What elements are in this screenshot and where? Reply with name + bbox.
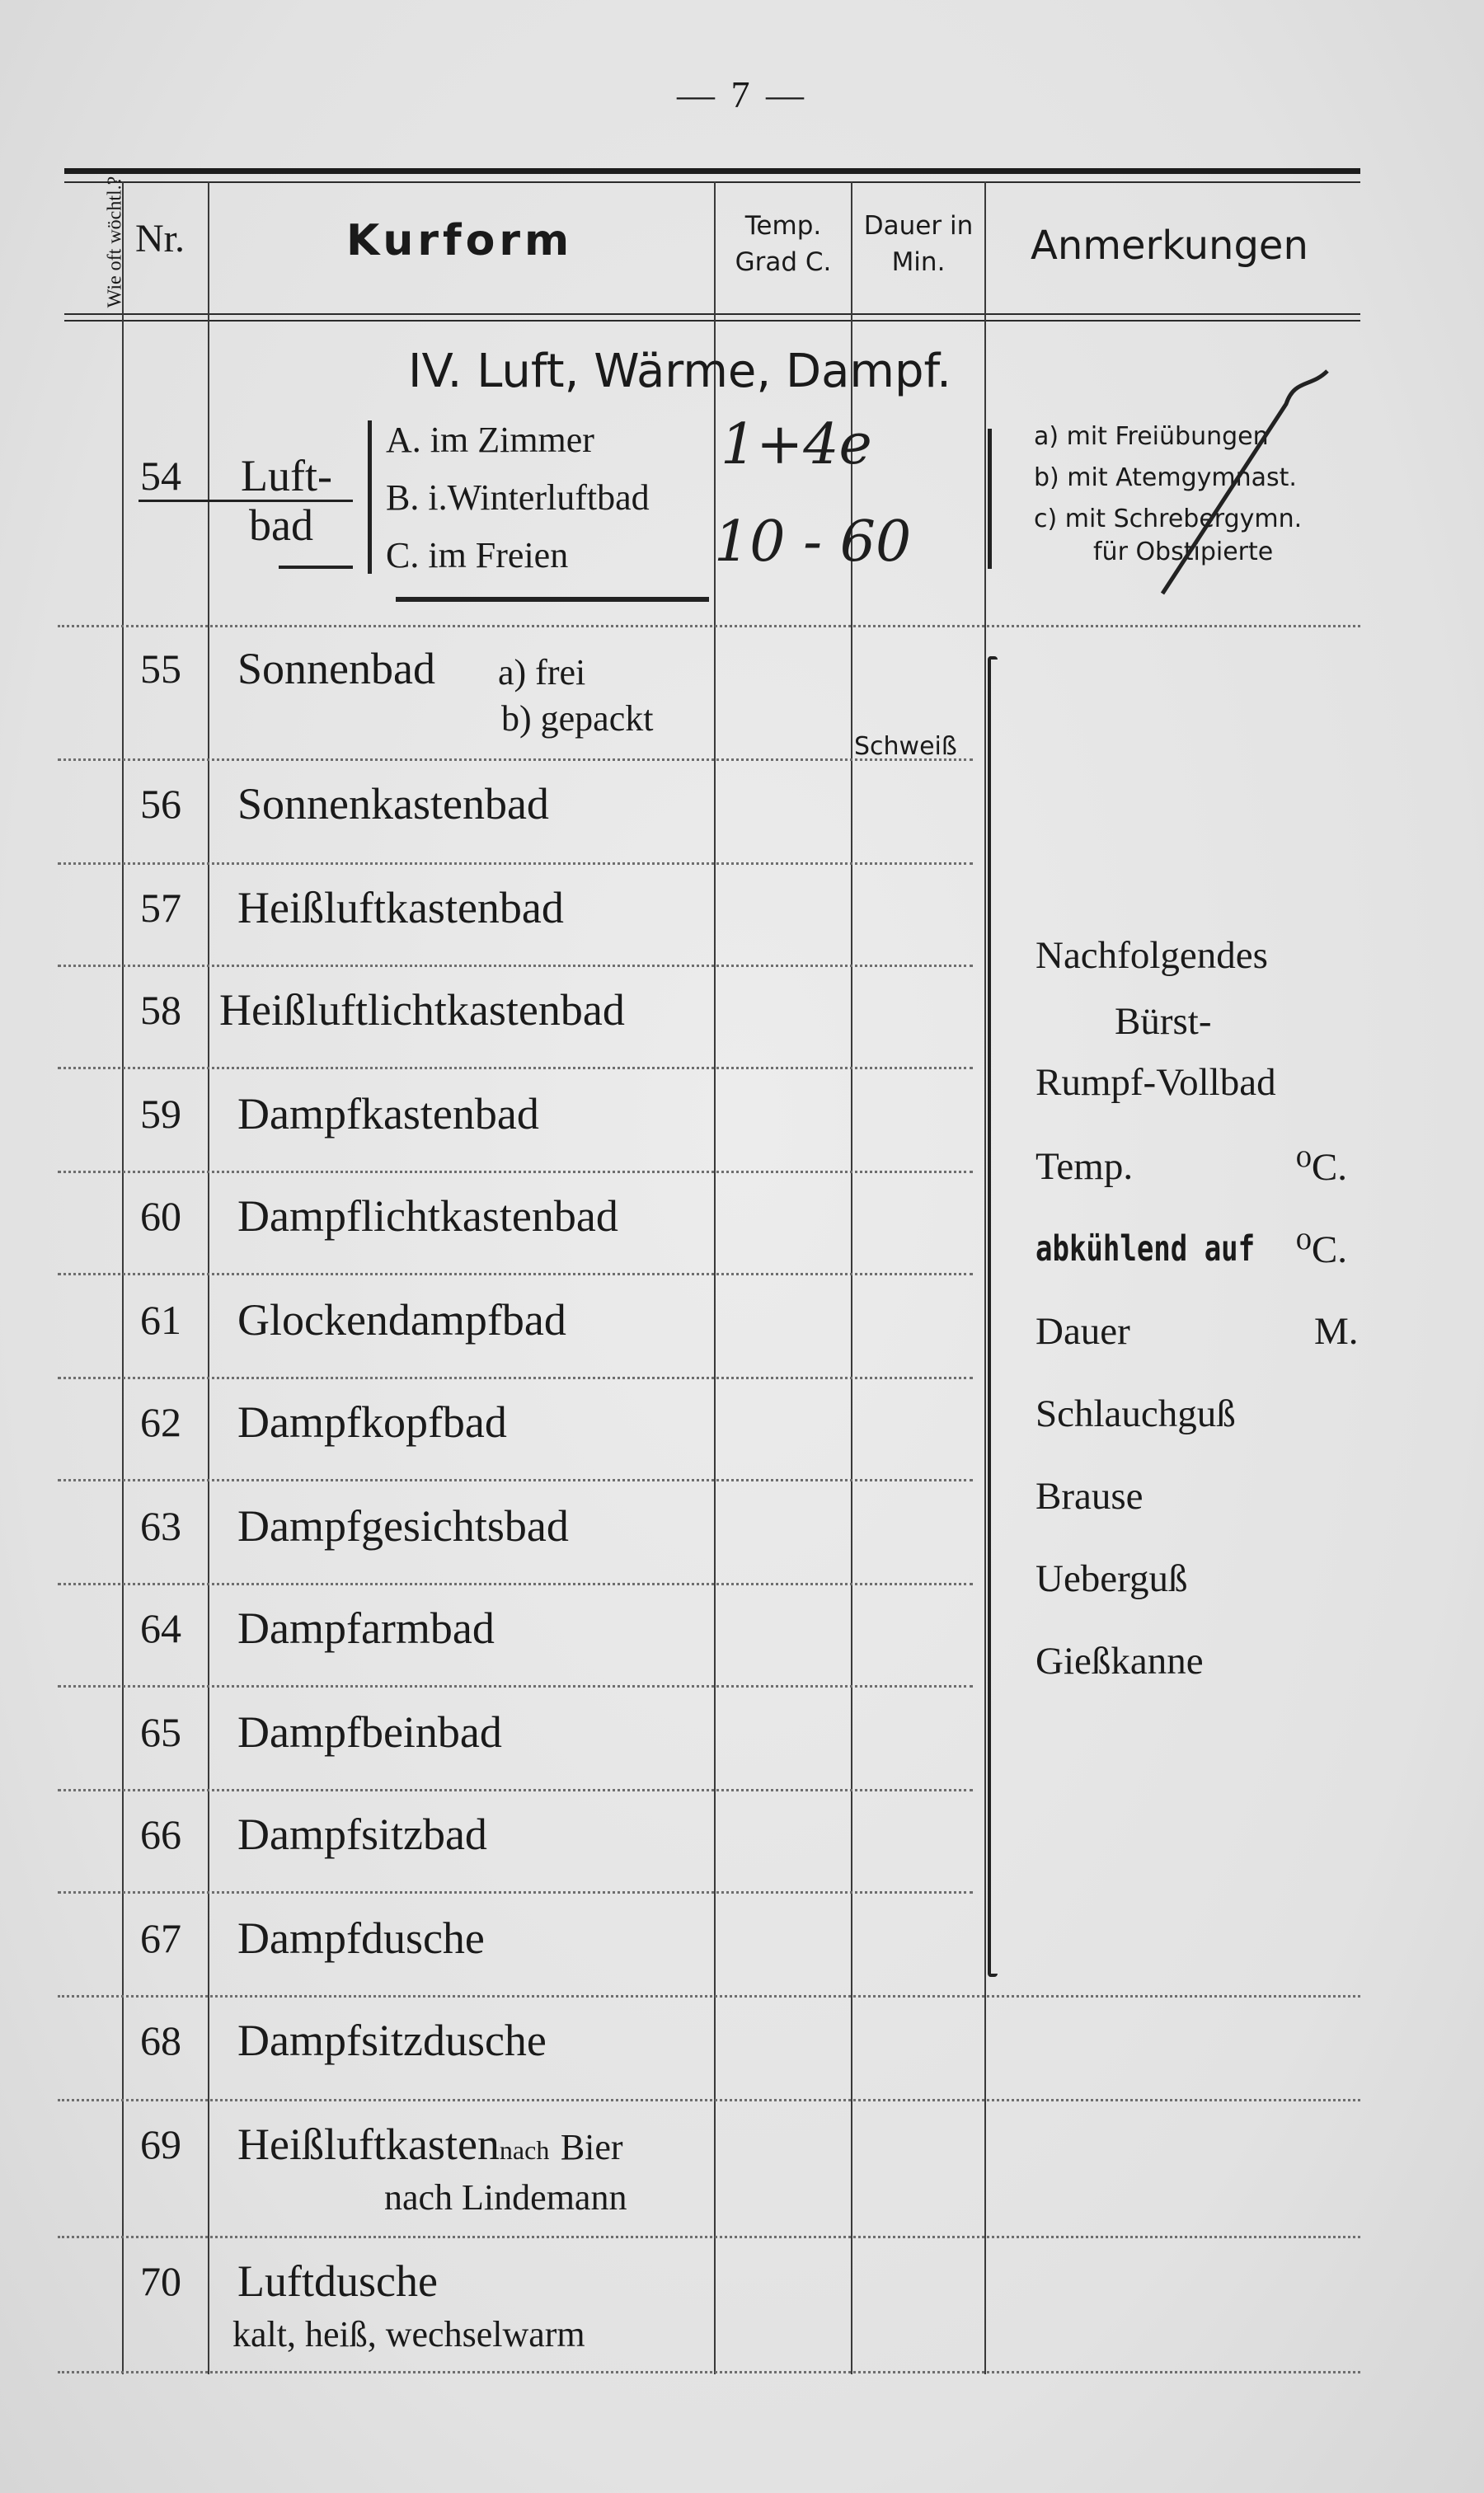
note-temp: Temp. — [1036, 1145, 1134, 1188]
section-title: IV. Luft, Wärme, Dampf. — [408, 345, 951, 398]
row-57-name: Heißluftkastenbad — [237, 883, 564, 932]
row-62-number: 62 — [140, 1399, 181, 1445]
row-68-number: 68 — [140, 2017, 181, 2063]
row-67-number: 67 — [140, 1915, 181, 1961]
row-68-name: Dampfsitzdusche — [237, 2016, 547, 2065]
row-divider-63 — [58, 1583, 973, 1585]
row-54-option-a: A. im Zimmer — [386, 420, 594, 460]
note-dauer: Dauer — [1036, 1310, 1130, 1353]
header-anmerkungen: Anmerkungen — [1031, 223, 1308, 269]
handwritten-temperature: 1+4e — [721, 412, 872, 477]
row-divider-66 — [58, 1891, 973, 1894]
handwritten-duration: 10 - 60 — [714, 509, 912, 575]
row-55-sub-b: b) gepackt — [501, 698, 654, 739]
row-divider-57 — [58, 965, 973, 967]
row-69-name-tail: Bier — [560, 2127, 623, 2167]
row-69-name-main: Heißluftkasten — [237, 2120, 500, 2169]
page-number: — 7 — — [677, 73, 807, 115]
row-56-number: 56 — [140, 781, 181, 827]
header-temp: Temp. Grad C. — [735, 211, 832, 277]
header-top-rule — [64, 168, 1360, 174]
header-kurform: Kurform — [346, 216, 574, 265]
row-54-option-b: B. i.Winterluftbad — [386, 477, 650, 518]
row-65-name: Dampfbeinbad — [237, 1707, 502, 1757]
row-divider-58 — [58, 1067, 973, 1069]
row-65-number: 65 — [140, 1709, 181, 1755]
row-54-note-b: b) mit Atemgymnast. — [1034, 463, 1297, 492]
row-57-number: 57 — [140, 885, 181, 931]
row-60-name: Dampflichtkastenbad — [237, 1191, 618, 1241]
row-divider-60 — [58, 1273, 973, 1275]
row-54-option-c: C. im Freien — [386, 535, 569, 575]
row-divider-70 — [58, 2371, 1360, 2373]
row-54-note-c: c) mit Schrebergymn. — [1034, 505, 1303, 533]
row-54-brace — [368, 420, 380, 574]
note-abkuehlend: abkühlend auf — [1036, 1228, 1256, 1270]
row-66-number: 66 — [140, 1811, 181, 1857]
schweiss-label: Schweiß — [854, 732, 957, 761]
row-divider-64 — [58, 1685, 973, 1688]
row-60-number: 60 — [140, 1193, 181, 1239]
header-top-rule-thin — [64, 181, 1360, 183]
row-divider-59 — [58, 1171, 973, 1173]
header-wie-oft: Wie oft wöchtl.? — [104, 176, 126, 308]
row-58-number: 58 — [140, 987, 181, 1033]
row-55-number: 55 — [140, 646, 181, 692]
column-line-1 — [122, 181, 124, 2374]
note-abk-unit: ⁰C. — [1296, 1228, 1347, 1271]
row-62-name: Dampfkopfbad — [237, 1397, 507, 1447]
row-54-note-c2: für Obstipierte — [1093, 538, 1274, 566]
note-giesskanne: Gießkanne — [1036, 1640, 1204, 1683]
row-70-number: 70 — [140, 2258, 181, 2304]
row-divider-61 — [58, 1377, 973, 1379]
row-59-name: Dampfkastenbad — [237, 1089, 539, 1139]
row-64-name: Dampfarmbad — [237, 1603, 495, 1653]
row-54-name-line1: Luft- — [241, 451, 332, 500]
header-bottom-rule-2 — [64, 320, 1360, 322]
row-69-name — [237, 2119, 623, 2170]
row-divider-62 — [58, 1479, 973, 1481]
row-divider-54 — [58, 625, 1360, 627]
row-70-sub: kalt, heiß, wechselwarm — [232, 2314, 585, 2354]
note-schlauchguss: Schlauchguß — [1036, 1392, 1236, 1435]
row-divider-65 — [58, 1789, 973, 1791]
column-line-2 — [208, 181, 209, 2374]
note-nachfolgendes: Nachfolgendes — [1036, 934, 1268, 977]
row-54-bottom-stroke — [396, 597, 709, 602]
row-59-number: 59 — [140, 1091, 181, 1137]
row-54-stroke — [279, 566, 353, 569]
row-divider-69 — [58, 2236, 1360, 2238]
note-brause: Brause — [1036, 1475, 1144, 1518]
row-54-notes-brace — [988, 429, 1000, 569]
row-54-note-a: a) mit Freiübungen — [1034, 422, 1269, 451]
row-divider-67 — [58, 1995, 1360, 1998]
row-divider-56 — [58, 862, 973, 865]
row-55-name: Sonnenbad — [237, 644, 435, 693]
note-ueberguss: Ueberguß — [1036, 1557, 1188, 1600]
note-buerst: Bürst- — [1115, 1000, 1212, 1043]
note-temp-unit: ⁰C. — [1296, 1146, 1347, 1189]
row-divider-68 — [58, 2099, 1360, 2101]
row-56-name: Sonnenkastenbad — [237, 779, 549, 829]
row-64-number: 64 — [140, 1605, 181, 1651]
row-54-name-line2: bad — [249, 500, 313, 550]
row-55-sub-a: a) frei — [498, 652, 586, 692]
row-61-number: 61 — [140, 1297, 181, 1343]
row-58-name: Heißluftlichtkastenbad — [219, 985, 625, 1035]
row-67-name: Dampfdusche — [237, 1913, 485, 1963]
note-rumpf: Rumpf-Vollbad — [1036, 1061, 1276, 1104]
row-61-name: Glockendampfbad — [237, 1295, 566, 1345]
header-bottom-rule — [64, 313, 1360, 315]
row-66-name: Dampfsitzbad — [237, 1810, 487, 1859]
row-70-name: Luftdusche — [237, 2256, 438, 2306]
row-63-number: 63 — [140, 1503, 181, 1549]
row-69-sub: nach Lindemann — [384, 2177, 627, 2218]
header-nr: Nr. — [135, 217, 185, 261]
row-69-name-small: nach — [499, 2135, 550, 2165]
row-63-name: Dampfgesichtsbad — [237, 1501, 569, 1551]
row-divider-55 — [58, 758, 973, 761]
header-dauer: Dauer in Min. — [863, 211, 974, 277]
right-brace — [988, 656, 998, 1977]
pencil-slash-mark — [1088, 354, 1336, 602]
row-69-number: 69 — [140, 2121, 181, 2167]
note-dauer-unit: M. — [1314, 1310, 1359, 1353]
column-line-5 — [984, 181, 986, 2374]
row-54-number: 54 — [140, 453, 181, 499]
